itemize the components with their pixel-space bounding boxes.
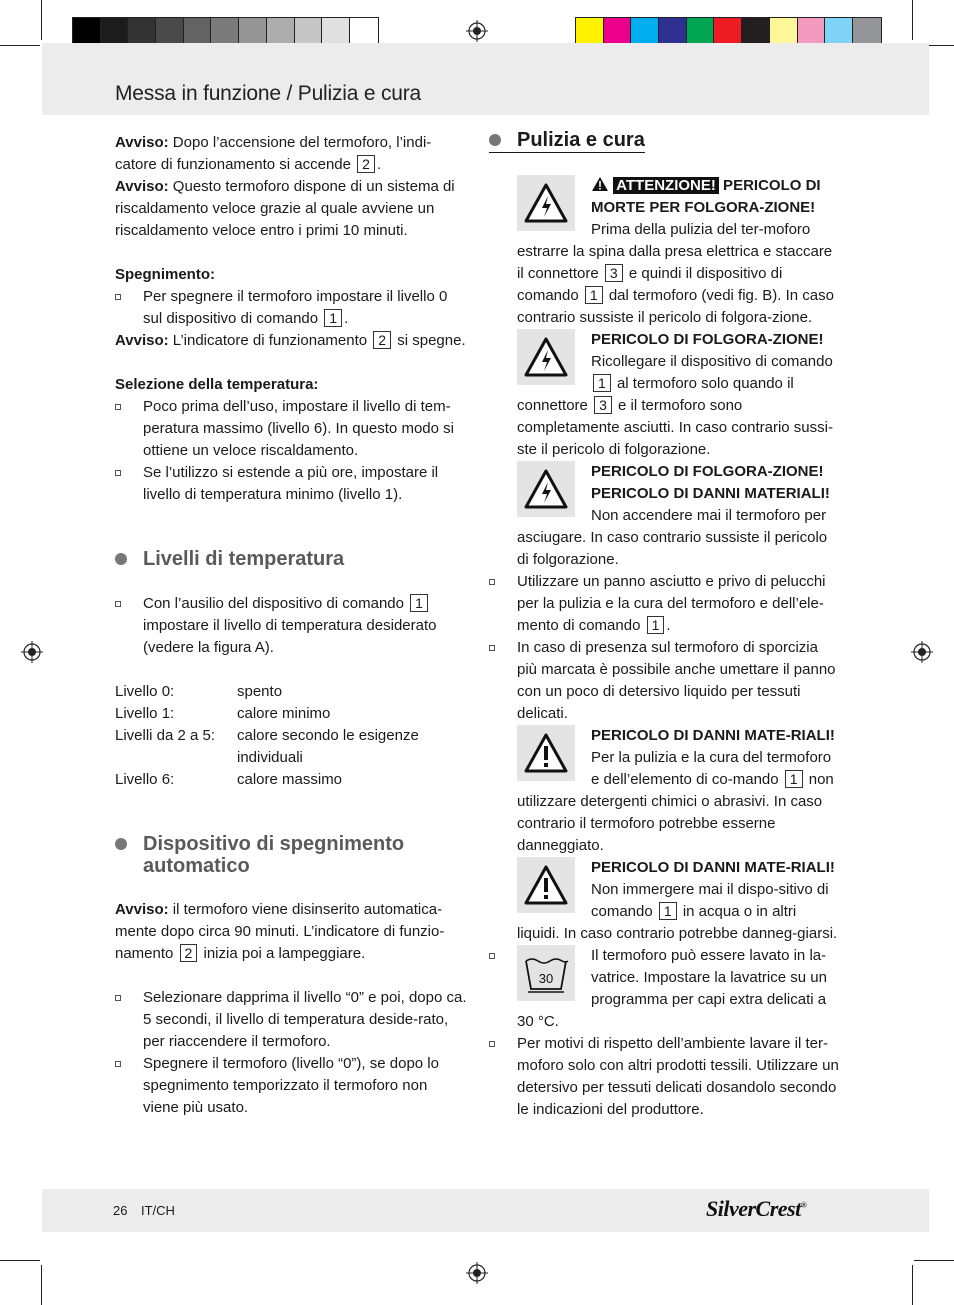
notice-paragraph: Avviso: Questo termoforo dispone di un sistema di riscaldamento veloce grazie al quale avviene un riscaldamento veloce entro i primi 10 minuti. xyxy=(115,178,455,239)
list-item: Spegnere il termoforo (livello “0”), se dopo lo spegnimento temporizzato il termoforo non viene più usato. xyxy=(115,1053,467,1119)
electric-hazard-icon xyxy=(523,468,569,510)
warning-block: PERICOLO DI FOLGORA-ZIONE! Ricollegare il dispositivo di comando 1 al termoforo solo quando il connettore 3 e il termoforo sono completamente asciutti. In caso contrario sussi-ste il pericolo di folgorazione. xyxy=(517,329,841,461)
warning-box xyxy=(517,175,575,231)
list-item: Con l’ausilio del dispositivo di comando 1 impostare il livello di temperatura desiderato (vedere la figura A). xyxy=(115,593,467,659)
electric-hazard-icon xyxy=(523,182,569,224)
electric-hazard-icon xyxy=(523,336,569,378)
reference-number: 1 xyxy=(647,616,665,634)
subheading-spegnimento: Spegnimento: xyxy=(115,266,215,283)
reference-number: 1 xyxy=(593,374,611,392)
warning-box xyxy=(517,857,575,913)
reference-number: 1 xyxy=(659,902,677,920)
reference-number: 2 xyxy=(180,944,198,962)
general-warning-icon xyxy=(523,732,569,774)
crop-mark xyxy=(912,0,913,40)
registration-mark-icon xyxy=(466,1262,488,1284)
subheading-selezione: Selezione della temperatura: xyxy=(115,376,319,393)
warning-box xyxy=(517,329,575,385)
list-item: Per spegnere il termoforo impostare il livello 0 sul dispositivo di comando 1 . xyxy=(115,286,467,330)
reference-number: 1 xyxy=(785,770,803,788)
brand-logo: SilverCrest® xyxy=(706,1196,807,1221)
list-item: Se l’utilizzo si estende a più ore, impostare il livello di temperatura minimo (livello 1). xyxy=(115,462,467,506)
list-item: In caso di presenza sul termoforo di sporcizia più marcata è possibile anche umettare il panno con un poco di detersivo liquido per tessuti delicati. xyxy=(489,637,841,725)
list-item: Per motivi di rispetto dell’ambiente lavare il ter-moforo solo con altri prodotti tessili. Utilizzare un detersivo per tessuti delicati dosandolo secondo le indicazioni del produttore. xyxy=(489,1033,841,1121)
section-heading-livelli: Livelli di temperatura xyxy=(115,548,467,570)
list-item: Poco prima dell’uso, impostare il livello di tem-peratura massimo (livello 6). In questo modo si ottiene un veloce riscaldamento. xyxy=(115,396,467,462)
warning-box xyxy=(517,461,575,517)
warning-block: ATTENZIONE! PERICOLO DI MORTE PER FOLGORA-ZIONE! Prima della pulizia del ter-moforo estrarre la spina dalla presa elettrica e staccare il connettore 3 e quindi il dispositivo di comando 1 dal termoforo (vedi fig. B). In caso contrario sussiste il pericolo di folgora-zione. xyxy=(517,175,841,329)
left-column xyxy=(115,132,467,1119)
reference-number: 2 xyxy=(373,331,391,349)
list-item: Utilizzare un panno asciutto e privo di pelucchi per la pulizia e la cura del termoforo e dell’ele-mento di comando 1 . xyxy=(489,571,841,637)
warning-block: PERICOLO DI DANNI MATE-RIALI! Per la pulizia e la cura del termoforo e dell’elemento di co-mando 1 non utilizzare detergenti chimici o abrasivi. In caso contrario il termoforo potrebbe esserne danneggiato. xyxy=(517,725,841,857)
reference-number: 3 xyxy=(605,264,623,282)
warning-block: PERICOLO DI FOLGORA-ZIONE! PERICOLO DI DANNI MATERIALI! Non accendere mai il termoforo per asciugare. In caso contrario sussiste il pericolo di folgorazione. xyxy=(517,461,841,571)
page-title: Messa in funzione / Pulizia e cura xyxy=(115,82,422,105)
notice-paragraph: Avviso: L’indicatore di funzionamento 2 si spegne. xyxy=(115,332,466,349)
registration-mark-icon xyxy=(911,641,933,663)
attention-label: ATTENZIONE! xyxy=(613,177,719,194)
crop-mark xyxy=(41,0,42,40)
crop-mark xyxy=(0,45,40,46)
registration-mark-icon xyxy=(21,641,43,663)
notice-paragraph: Avviso: il termoforo viene disinserito automatica-mente dopo circa 90 minuti. L’indicatore di funzio-namento 2 inizia poi a lampeggiare. xyxy=(115,901,445,962)
reference-number: 2 xyxy=(357,155,375,173)
crop-mark xyxy=(912,1265,913,1305)
temperature-levels-table: Livello 0: spento Livello 1: calore minimo Livelli da 2 a 5: calore secondo le esigenze individuali Livello 6: calore massimo xyxy=(115,683,419,788)
svg-text:30: 30 xyxy=(538,971,554,986)
crop-mark xyxy=(914,1260,954,1261)
wash-30-icon xyxy=(522,953,570,993)
list-item: 30 Il termoforo può essere lavato in la-vatrice. Impostare la lavatrice su un programma per capi extra delicati a 30 °C. xyxy=(489,945,841,1033)
crop-mark xyxy=(0,1260,40,1261)
general-warning-icon xyxy=(523,864,569,906)
warning-box xyxy=(517,725,575,781)
reference-number: 1 xyxy=(324,309,342,327)
page-number: 26 xyxy=(113,1203,128,1218)
crop-mark xyxy=(41,1265,42,1305)
reference-number: 3 xyxy=(594,396,612,414)
reference-number: 1 xyxy=(410,594,428,612)
right-column xyxy=(489,129,841,1121)
warning-block: PERICOLO DI DANNI MATE-RIALI! Non immergere mai il dispo-sitivo di comando 1 in acqua o in altri liquidi. In caso contrario potrebbe danneg-giarsi. xyxy=(517,857,841,945)
section-heading-auto: Dispositivo di spegnimento automatico xyxy=(115,833,467,877)
reference-number: 1 xyxy=(585,286,603,304)
wash-symbol-box xyxy=(517,945,575,1001)
locale-label: IT/CH xyxy=(141,1203,175,1218)
registration-mark-icon xyxy=(466,20,488,42)
notice-paragraph: Avviso: Dopo l’accensione del termoforo, l’indi-catore di funzionamento si accende 2 . xyxy=(115,134,432,173)
list-item: Selezionare dapprima il livello “0” e poi, dopo ca. 5 secondi, il livello di temperatura deside-rato, per riaccendere il termoforo. xyxy=(115,987,467,1053)
warning-icon xyxy=(591,176,609,192)
section-heading-pulizia: Pulizia e cura xyxy=(489,129,645,153)
